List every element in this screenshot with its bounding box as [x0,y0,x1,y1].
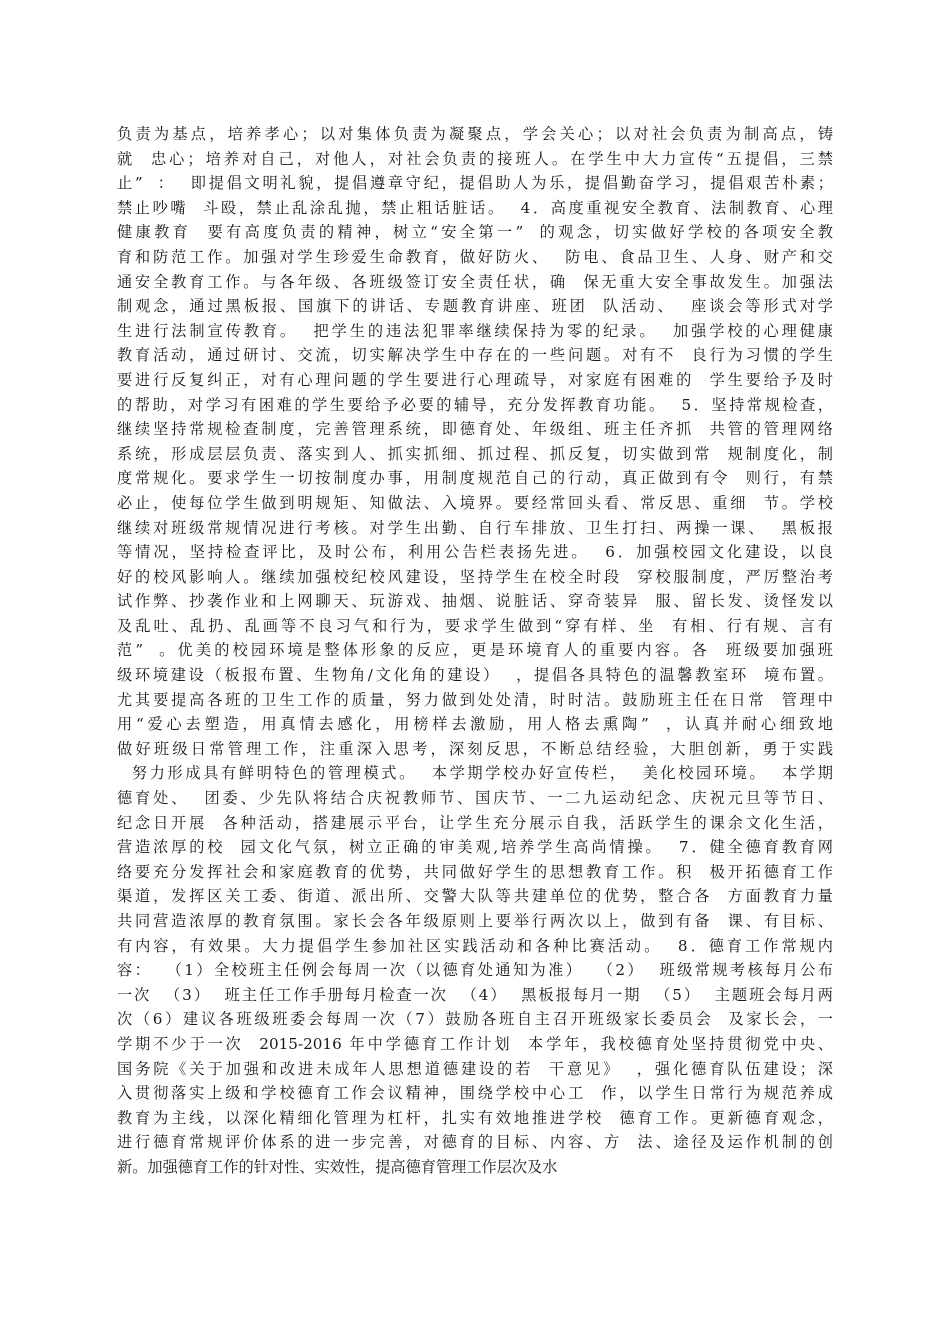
text-line: 进行德育常规评价体系的进一步完善，对德育的目标、内容、方 法、途径及运作机制的创 [117,1133,833,1152]
text-line: 及乱吐、乱扔、乱画等不良习气和行为，要求学生做到“穿有样、坐 有相、行有规、言有 [117,616,833,635]
text-line: 通安全教育工作。与各年级、各班级签订安全责任状，确 保无重大安全事故发生。加强法 [117,272,833,291]
text-line: 等情况，坚持检查评比，及时公布，利用公告栏表扬先进。 6．加强校园文化建设，以良 [117,543,833,562]
text-line: 国务院《关于加强和改进未成年人思想道德建设的若 干意见》 ，强化德育队伍建设；深 [117,1059,833,1078]
text-line: 纪念日开展 各种活动，搭建展示平台，让学生充分展示自我，活跃学生的课余文化生活， [117,813,833,832]
text-line: 络要充分发挥社会和家庭教育的优势，共同做好学生的思想教育工作。积 极开拓德育工作 [117,862,833,881]
text-line: 继续对班级常规情况进行考核。对学生出勤、自行车排放、卫生打扫、两操一课、 黑板报 [117,518,833,537]
text-line: 做好班级日常管理工作，注重深入思考，深刻反思，不断总结经验，大胆创新，勇于实践 [117,739,833,758]
text-line: 努力形成具有鲜明特色的管理模式。 本学期学校办好宣传栏， 美化校园环境。 本学期 [117,764,833,783]
text-line: 范” 。优美的校园环境是整体形象的反应，更是环境育人的重要内容。各 班级要加强班 [117,641,833,660]
text-line: 教育活动，通过研讨、交流，切实解决学生中存在的一些问题。对有不 良行为习惯的学生 [117,346,833,365]
text-line: 共同营造浓厚的教育氛围。家长会各年级原则上要举行两次以上，做到有备 课、有目标、 [117,912,833,930]
text-line: 生进行法制宣传教育。 把学生的违法犯罪率继续保持为零的纪录。 加强学校的心理健康 [117,321,833,340]
text-line: 学期不少于一次 2015-2016 年中学德育工作计划 本学年，我校德育处坚持贯彻党中央、 [117,1034,833,1053]
text-line: 度常规化。要求学生一切按制度办事，用制度规范自己的行动，真正做到有令 则行，有禁 [117,469,833,488]
text-line: 级环境建设（板报布置、生物角/文化角的建设） ，提倡各具特色的温馨教室环 境布置。 [117,666,833,685]
text-line: 好的校风影响人。继续加强校纪校风建设，坚持学生在校全时段 穿校服制度，严厉整治考 [117,567,833,586]
text-line: 就 忠心；培养对自己，对他人，对社会负责的接班人。在学生中大力宣传“五提倡，三禁 [117,149,833,168]
text-line: 的帮助，对学习有困难的学生要给予必要的辅导，充分发挥教育功能。 5．坚持常规检查， [117,395,833,414]
text-line: 禁止吵嘴 斗殴，禁止乱涂乱抛，禁止粗话脏话。 4．高度重视安全教育、法制教育、心理 [117,198,833,217]
text-line: 用“爱心去塑造，用真情去感化，用榜样去激励，用人格去熏陶” ，认真并耐心细致地 [117,715,833,734]
text-line: 新。加强德育工作的针对性、实效性，提高德育管理工作层次及水 [117,1157,558,1176]
text-line: 试作弊、抄袭作业和上网聊天、玩游戏、抽烟、说脏话、穿奇装异 服、留长发、烫怪发以 [117,592,833,611]
text-line: 制观念，通过黑板报、国旗下的讲话、专题教育讲座、班团 队活动、 座谈会等形式对学 [117,297,833,316]
text-line: 止” ： 即提倡文明礼貌，提倡遵章守纪，提倡助人为乐，提倡勤奋学习，提倡艰苦朴素； [117,174,833,193]
text-line: 入贯彻落实上级和学校德育工作会议精神，围绕学校中心工 作，以学生日常行为规范养成 [117,1084,833,1103]
text-line: 继续坚持常规检查制度，完善管理系统，即德育处、年级组、班主任齐抓 共管的管理网络 [117,420,833,439]
text-line: 营造浓厚的校 园文化气氛，树立正确的审美观,培养学生高尚情操。 7．健全德育教育网 [117,838,833,857]
text-line: 系统，形成层层负责、落实到人、抓实抓细、抓过程、抓反复，切实做到常 规制度化，制 [117,444,833,463]
text-line: 必止，使每位学生做到明规矩、知做法、入境界。要经常回头看、常反思、重细 节。学校 [117,493,833,512]
text-line: 教育为主线，以深化精细化管理为杠杆，扎实有效地推进学校 德育工作。更新德育观念， [117,1108,833,1127]
text-line: 容： （1）全校班主任例会每周一次（以德育处通知为准） （2） 班级常规考核每月公布 [117,961,833,980]
text-line: 健康教育 要有高度负责的精神，树立“安全第一” 的观念，切实做好学校的各项安全教 [117,223,833,242]
text-line: 负责为基点，培养孝心；以对集体负责为凝聚点，学会关心；以对社会负责为制高点，铸 [117,125,833,143]
text-line: 育和防范工作。加强对学生珍爱生命教育，做好防火、 防电、食品卫生、人身、财产和交 [117,247,833,266]
text-line: 尤其要提高各班的卫生工作的质量，努力做到处处清，时时洁。鼓励班主任在日常 管理中 [117,690,833,709]
text-line: 德育处、 团委、少先队将结合庆祝教师节、国庆节、一二九运动纪念、庆祝元旦等节日、 [117,789,833,808]
body-text [117,122,833,1180]
text-line: 有内容，有效果。大力提倡学生参加社区实践活动和各种比赛活动。 8．德育工作常规内 [117,936,833,955]
text-line: 次（6）建议各班级班委会每周一次（7）鼓励各班自主召开班级家长委员会 及家长会，一 [117,1010,833,1029]
text-line: 一次 （3） 班主任工作手册每月检查一次 （4） 黑板报每月一期 （5） 主题班会每月两 [117,985,833,1004]
text-line: 渠道，发挥区关工委、街道、派出所、交警大队等共建单位的优势，整合各 方面教育力量 [117,887,833,906]
text-line: 要进行反复纠正，对有心理问题的学生要进行心理疏导，对家庭有困难的 学生要给予及时 [117,370,833,389]
